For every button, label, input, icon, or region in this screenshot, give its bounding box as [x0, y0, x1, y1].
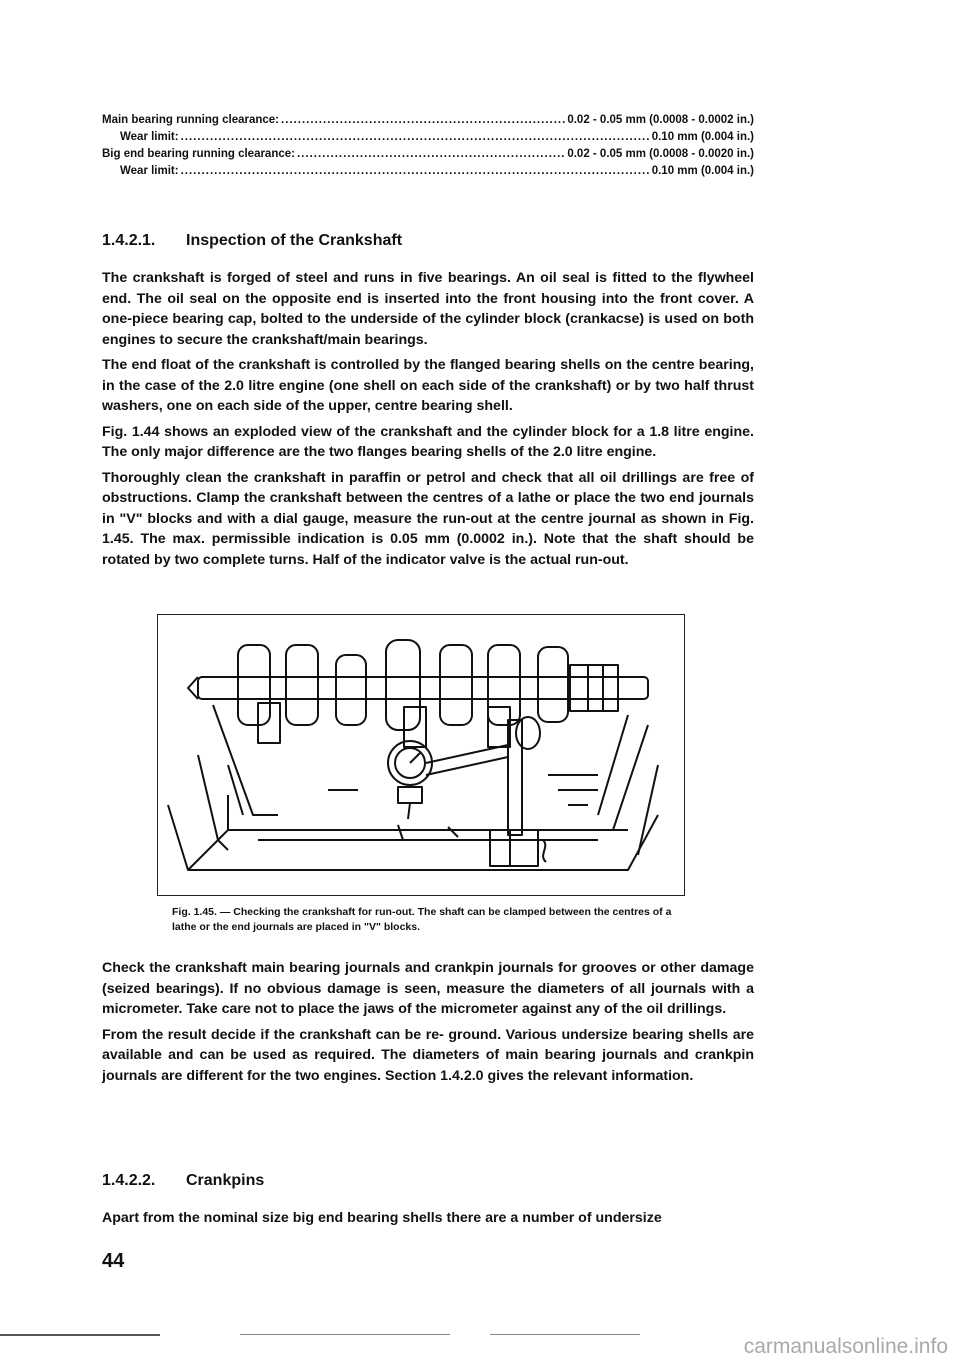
leader-dots: [297, 146, 565, 163]
spec-label: Wear limit:: [120, 165, 179, 177]
crankshaft-illustration: [158, 615, 684, 895]
section-heading: [102, 1172, 264, 1190]
spec-label: Wear limit:: [120, 131, 179, 143]
crankshaft-runout-figure: [157, 614, 685, 896]
section-body: [102, 268, 754, 575]
spec-value: 0.10 mm (0.004 in.): [651, 165, 754, 177]
section-title: Inspection of the Crankshaft: [186, 232, 403, 249]
section-heading: [102, 232, 402, 250]
spec-value: 0.02 - 0.05 mm (0.0008 - 0.0002 in.): [567, 114, 754, 126]
paragraph: From the result decide if the crankshaft can be re- ground. Various undersize bearing shells are available and can be used as required. The diameters of main bearing journals and crankpin journals are different for the two engines. Section 1.4.2.0 gives the relevant information.: [102, 1026, 754, 1084]
footer-rule: [0, 1334, 160, 1336]
spec-row: [102, 112, 754, 129]
footer-rule: [490, 1334, 640, 1335]
spec-value: 0.10 mm (0.004 in.): [651, 131, 754, 143]
page-number: 44: [102, 1250, 125, 1272]
section-body: [102, 1208, 754, 1234]
paragraph: Fig. 1.44 shows an exploded view of the crankshaft and the cylinder block for a 1.8 litre engine. The only major difference are the two flanges bearing shells of the 2.0 litre engine.: [102, 423, 754, 460]
figure-caption: Fig. 1.45. — Checking the crankshaft for run-out. The shaft can be clamped between the centres of a lathe or the end journals are placed in "V" blocks.: [172, 906, 672, 933]
section-title: Crankpins: [186, 1172, 265, 1189]
leader-dots: [181, 163, 650, 180]
spec-label: Main bearing running clearance:: [102, 114, 280, 126]
clearance-specs: [102, 112, 754, 180]
leader-dots: [181, 129, 650, 146]
spec-row: [102, 129, 754, 146]
paragraph: Apart from the nominal size big end bearing shells there are a number of undersize: [102, 1210, 662, 1226]
paragraph: The end float of the crankshaft is controlled by the flanged bearing shells on the centre bearing, in the case of the 2.0 litre engine (one shell on each side of the crankshaft) or by two half thrust washers, one on each side of the upper, centre bearing shell.: [102, 357, 754, 414]
section-number: 1.4.2.1.: [102, 232, 156, 249]
footer-rule: [240, 1334, 450, 1335]
section-number: 1.4.2.2.: [102, 1172, 156, 1189]
leader-dots: [281, 112, 565, 129]
spec-label: Big end bearing running clearance:: [102, 148, 295, 160]
spec-row: [102, 163, 754, 180]
paragraph: Thoroughly clean the crankshaft in paraffin or petrol and check that all oil drillings are free of obstructions. Clamp the crankshaft between the centres of a lathe or place the two end journals in "V" blocks and with a dial gauge, measure the run-out at the centre journal as shown in Fig. 1.45. The max. permissible indication is 0.05 mm (0.0002 in.). Note that the shaft should be rotated by two complete turns. Half of the indicator valve is the actual run-out.: [102, 469, 754, 568]
paragraph: Check the crankshaft main bearing journals and crankpin journals for grooves or other damage (seized bearings). If no obvious damage is seen, measure the diameters of all journals with a micrometer. Take care not to place the jaws of the micrometer against any of the oil drillings.: [102, 960, 754, 1017]
watermark: carmanualsonline.info: [743, 1335, 948, 1358]
spec-row: [102, 146, 754, 163]
spec-value: 0.02 - 0.05 mm (0.0008 - 0.0020 in.): [567, 148, 754, 160]
post-figure-body: [102, 958, 754, 1091]
paragraph: The crankshaft is forged of steel and runs in five bearings. An oil seal is fitted to the flywheel end. The oil seal on the opposite end is inserted into the front housing into the front cover. A one-piece bearing cap, bolted to the underside of the cylinder block (crankacse) is used on both engines to secure the crankshaft/main bearings.: [102, 270, 754, 348]
